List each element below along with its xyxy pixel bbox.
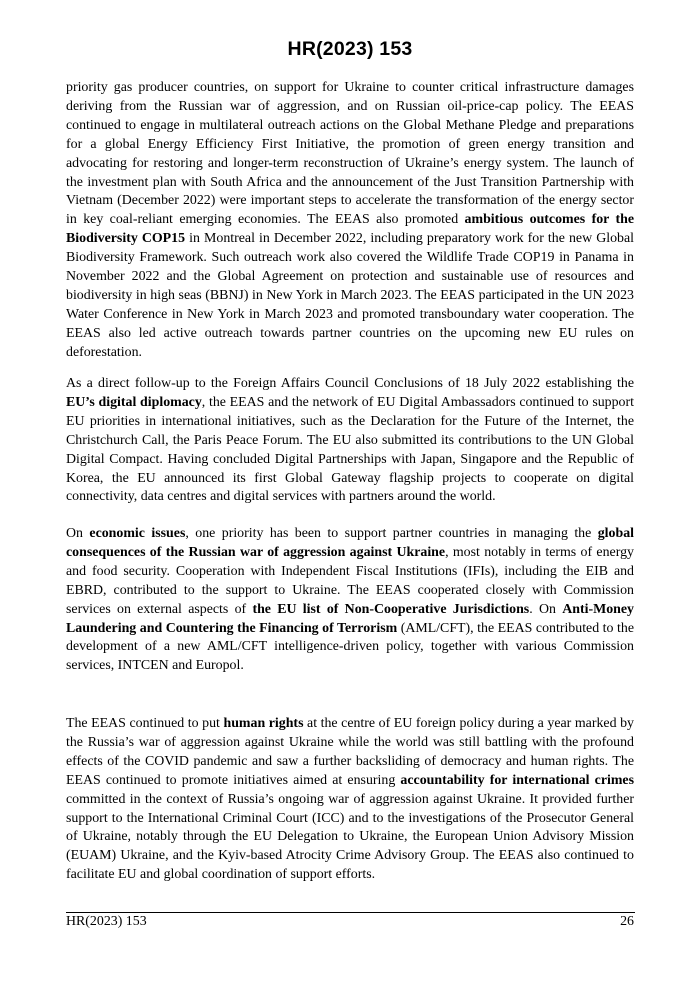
text-run: , one priority has been to support partner countries in managing the (185, 526, 598, 541)
paragraph-energy-biodiversity (66, 79, 634, 363)
text-run: (AML/CFT), the EEAS contributed to the development of a new AML/CFT intelligence-driven policy, together with various Commission services, INTCEN and Europol. (66, 620, 634, 674)
bold-phrase: global consequences of the Russian war of aggression against Ukraine (66, 526, 634, 560)
text-run: in Montreal in December 2022, including preparatory work for the new Global Biodiversity Framework. Such outreach work also covered the Wildlife Trade COP19 in Panama in November 2022 and the Global Agreement on protection and sustainable use of resources and biodiversity in high seas (BBNJ) in New York in March 2023. The EEAS participated in the UN 2023 Water Conference in New York in March 2023 and promoted transboundary water cooperation. The EEAS also led active outreach towards partner countries on the upcoming new EU rules on deforestation. (66, 231, 634, 360)
footer-divider (66, 912, 635, 913)
bold-phrase: economic issues (89, 526, 186, 541)
text-run: priority gas producer countries, on support for Ukraine to counter critical infrastructure damages deriving from the Russian war of aggression, and on Russian oil-price-cap policy. The EEAS continued to engage in multilateral outreach actions on the Global Methane Pledge and preparations for a global Energy Efficiency First Initiative, the promotion of green energy transition and advocating for restoring and longer-term reconstruction of Ukraine’s energy system. The launch of the investment plan with South Africa and the announcement of the Just Transition Partnership with Vietnam (December 2022) were important steps to accelerate the transformation of the energy sector in key coal-reliant emerging economies. The EEAS also promoted (66, 80, 634, 228)
text-run: at the centre of EU foreign policy during a year marked by the Russia’s war of aggression against Ukraine while the world was still battling with the profound effects of the COVID pandemic and saw a further backsliding of democracy and human rights. The EEAS continued to promote initiatives aimed at ensuring (66, 716, 634, 788)
text-run: . On (529, 601, 563, 617)
text-run: As a direct follow-up to the Foreign Affairs Council Conclusions of 18 July 2022 establishing the (66, 376, 634, 391)
footer-page-number: 26 (620, 914, 634, 929)
bold-phrase: ambitious outcomes for the Biodiversity COP15 (66, 212, 634, 247)
paragraph-economic-issues (66, 525, 634, 676)
text-run: , the EEAS and the network of EU Digital Ambassadors continued to support EU priorities in international initiatives, such as the Declaration for the Future of the Internet, the Christchurch Call, the Paris Peace Forum. The EU also submitted its contributions to the UN Global Digital Compact. Having concluded Digital Partnerships with Japan, Singapore and the Republic of Korea, the EU announced its first Global Gateway flagship projects to cooperate on digital connectivity, data centres and digital services with partners around the world. (66, 394, 634, 505)
text-run: committed in the context of Russia’s ongoing war of aggression against Ukraine. It provided further support to the International Criminal Court (ICC) and to the investigations of the Prosecutor General of Ukraine, notably through the EU Delegation to Ukraine, the European Union Advisory Mission (EUAM) Ukraine, and the Kyiv-based Atrocity Crime Advisory Group. The EEAS also continued to facilitate EU and global coordination of support efforts. (66, 791, 634, 883)
paragraph-human-rights (66, 715, 634, 885)
bold-phrase: Anti-Money Laundering and Countering the Financing of Terrorism (66, 601, 634, 636)
bold-phrase: accountability for international crimes (400, 772, 634, 788)
bold-phrase: EU’s digital diplomacy (66, 394, 202, 410)
text-run: The EEAS continued to put (66, 716, 224, 731)
page-header-title: HR(2023) 153 (287, 38, 413, 60)
text-run: , most notably in terms of energy and food security. Cooperation with Independent Fiscal Institutions (IFIs), including the EIB and EBRD, contributed to the support to Ukraine. The EEAS cooperated closely with Commission services on external aspects of (66, 544, 634, 617)
bold-phrase: the EU list of Non-Cooperative Jurisdictions (252, 601, 530, 617)
text-run: On (66, 526, 90, 541)
footer-doc-ref: HR(2023) 153 (66, 914, 147, 929)
paragraph-digital-diplomacy (66, 375, 634, 507)
bold-phrase: human rights (223, 716, 304, 731)
